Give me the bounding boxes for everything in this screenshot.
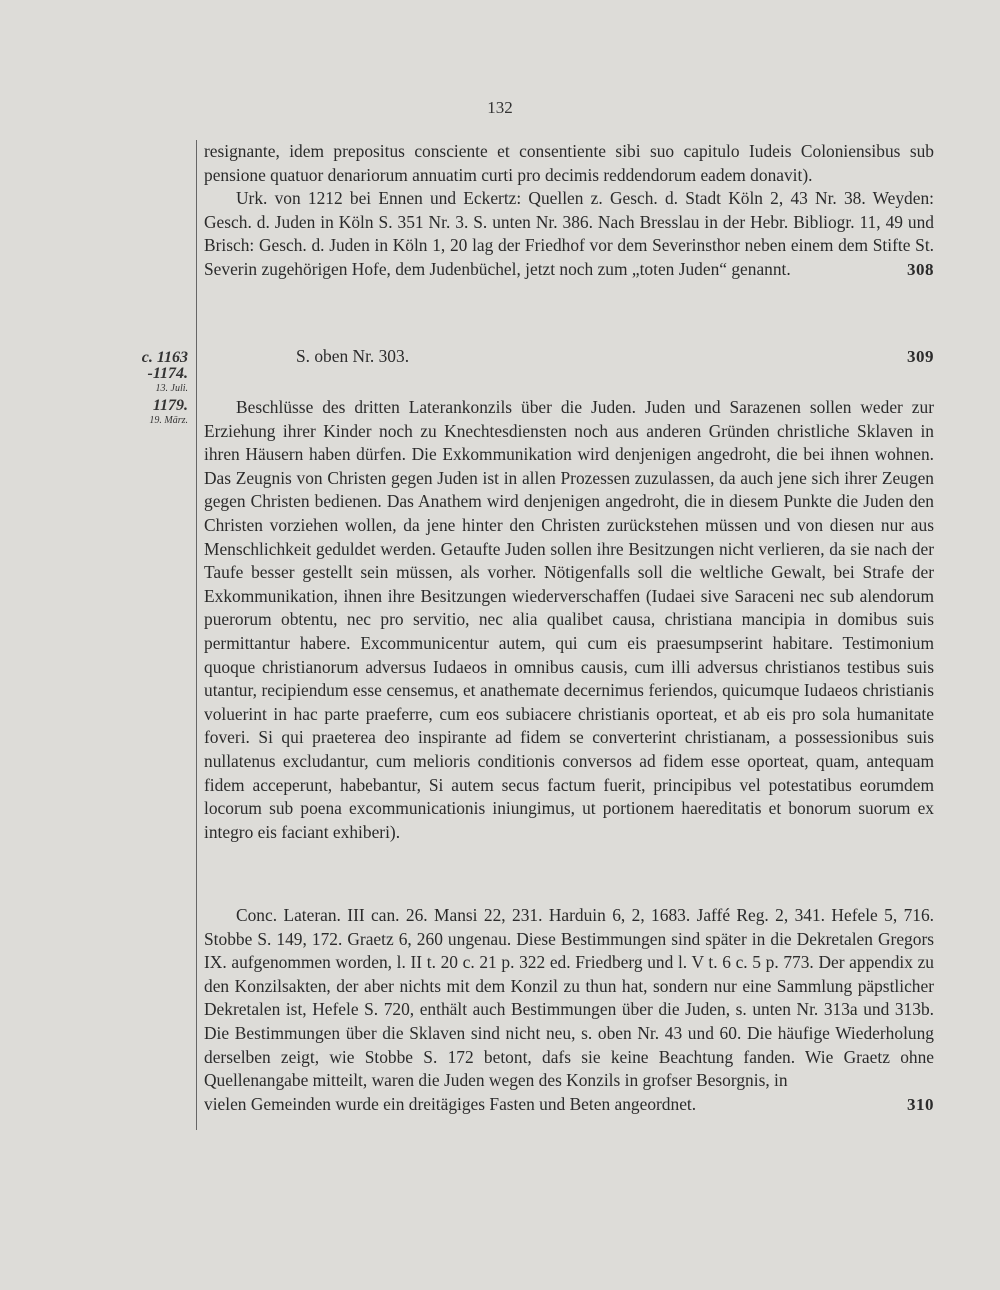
margin-rule [196,140,197,1130]
entry-number-309: 309 [907,347,934,366]
entry-310-sources-text: Conc. Lateran. III can. 26. Mansi 22, 231. Harduin 6, 2, 1683. Jaffé Reg. 2, 341. Hefele 5, 716. Stobbe S. 149, 172. Graetz 6, 260 ungenau. Diese Bestimmungen sind später in die Dekretalen Gregors IX. aufgenommen worden, l. II t. 20 c. 21 p. 322 ed. Friedberg und l. V t. 6 c. 5 p. 773. Der appendix zu den Konzilsakten, der aber nichts mit dem Konzil zu thun hat, sondern nur eine Sammlung päpstlicher Dekretalen ist, Hefele S. 720, enthält auch Bestimmungen über die Juden, s. unten Nr. 313a und 313b. Die Bestimmungen über die Sklaven sind nicht neu, s. oben Nr. 43 und 60. Die häufige Wiederholung derselben zeigt, wie Stobbe S. 172 betont, dafs sie keine Beachtung fanden. Wie Graetz ohne Quellenangabe mitteilt, waren die Juden wegen des Konzils in grofser Besorgnis, in [204,905,934,1091]
entry-310-summary: Beschlüsse des dritten Laterankonzils über die Juden. Juden und Sarazenen sollen weder zur Erziehung ihrer Kinder noch zu Knechtesdiensten noch aus anderen Gründen christliche Sklaven in ihren Häusern haben dürfen. Die Exkommunikation wird denjenigen angedroht, die bei ihnen wohnen. Das Zeugnis von Christen gegen Juden ist in allen Prozessen zuzulassen, da auch jene sich ihrer Zeugen gegen Christen bedienen. Das Anathem wird denjenigen angedroht, die in diesem Punkte die Juden den Christen vorziehen wollen, da jene hinter den Christen zurückstehen müssen und von diesen nur aus Menschlichkeit geduldet werden. Getaufte Juden sollen ihre Besitzungen nicht verlieren, da sie nach der Taufe besser gestellt sein müssen, als vorher. Nötigenfalls soll die weltliche Gewalt, bei Strafe der Exkommunikation, ihnen ihre Besitzungen wiederverschaffen (Iudaei sive Saraceni nec sub alendorum puerorum obtentu, nec pro servitio, nec alia qualibet causa, christiana mancipia in domibus suis permittantur habere. Excommunicentur autem, qui cum eis praesumpserint habitare. Testimonium quoque christianorum adversus Iudaeos in omnibus causis, cum illi adversus christianos testibus suis utantur, recipiendum esse censemus, et anathemate decernimus feriendos, quicumque Iudaeos christianis voluerint in hac parte praeferre, cum eos subiacere christianis oporteat, et ab eis pro sola humanitate foveri. Si qui praeterea deo inspirante ad fidem se converterint christianam, a possessionibus suis nullatenus excludantur, cum melioris conditionis conversos ad fidem esse oporteat, quam, antequam fidem acceperunt, habebantur, Si autem secus factum fuerit, principibus vel potestatibus eorumdem locorum sub poena excommunicationis iniungimus, ut portionem haereditatis et bonorum suorum ex integro eis faciant exhiberi). [204,397,934,842]
margin-date-1174: -1174. [147,365,188,382]
entry-310-body [204,396,934,844]
entry-310-last-line-text: vielen Gemeinden wurde ein dreitägiges Fasten und Beten angeordnet. [204,1093,697,1114]
entry-number-310: 310 [907,1094,934,1114]
entry-308 [204,140,934,282]
entry-308-latin-text: resignante, idem prepositus consciente et consentiente sibi suo capitulo Iudeis Coloniensibus sub pensione quatuor denariorum annuatim curti pro decimis reddendorum eadem donavit). [204,141,934,185]
margin-date-19-maerz: 19. März. [149,415,188,426]
margin-date-1179: 1179. [152,397,188,414]
page-number: 132 [487,98,513,117]
entry-309-text: S. oben Nr. 303. [296,346,410,366]
entry-number-308: 308 [907,259,934,279]
entry-310-sources [204,904,934,1116]
entry-310-last-line [204,1093,934,1117]
margin-date-c1163: c. 1163 [141,349,188,366]
entry-309 [204,345,934,369]
entry-308-sources-text: Urk. von 1212 bei Ennen und Eckertz: Quellen z. Gesch. d. Stadt Köln 2, 43 Nr. 38. Weyden: Gesch. d. Juden in Köln S. 351 Nr. 3. S. unten Nr. 386. Nach Bresslau in der Hebr. Bibliogr. 11, 49 und Brisch: Gesch. d. Juden in Köln 1, 20 lag der Friedhof vor dem Severinsthor neben einem dem Stifte St. Severin zugehörigen Hofe, dem Judenbüchel, jetzt noch zum „toten Juden“ genannt. [204,188,934,279]
entry-308-sources [204,187,934,281]
margin-date-13-juli: 13. Juli. [155,383,188,394]
